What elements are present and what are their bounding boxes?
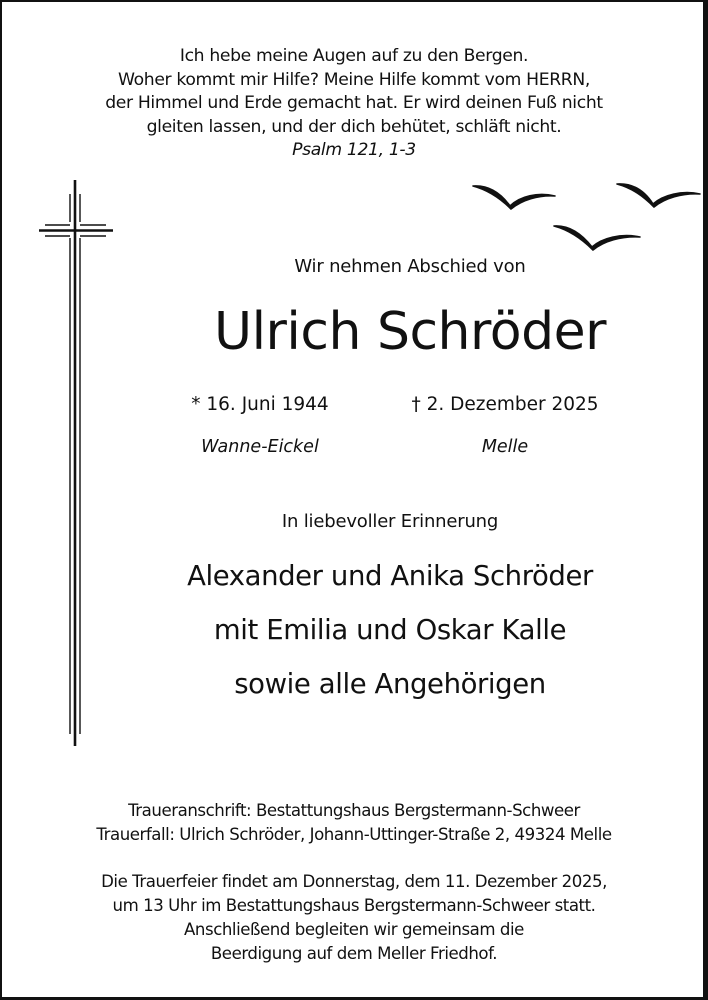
bird-1-icon [473,186,555,209]
farewell-intro: Wir nehmen Abschied von [294,256,526,277]
birds-icon [473,184,700,250]
psalm-line: Ich hebe meine Augen auf zu den Bergen. [179,46,529,66]
psalm-reference: Psalm 121, 1-3 [292,140,416,160]
birth-place: Wanne-Eickel [201,437,319,457]
death-date: † 2. Dezember 2025 [411,394,599,415]
death-place: Melle [481,437,529,457]
bereavement-address: Trauerfall: Ulrich Schröder, Johann-Uttinger-Straße 2, 49324 Melle [96,825,612,844]
mourner-line: mit Emilia und Oskar Kalle [213,614,567,646]
service-line: um 13 Uhr im Bestattungshaus Bergstermann-Schweer statt. [112,896,596,915]
psalm-line: der Himmel und Erde gemacht hat. Er wird deinen Fuß nicht [105,93,603,113]
mourner-line: Alexander und Anika Schröder [187,560,593,592]
mourning-address: Traueranschrift: Bestattungshaus Bergstermann-Schweer [128,801,580,820]
cross-icon [39,180,113,746]
bird-2-icon [617,184,700,207]
psalm-line: Woher kommt mir Hilfe? Meine Hilfe kommt vom HERRN, [117,69,591,90]
service-line: Anschließend begleiten wir gemeinsam die [184,920,524,939]
birth-date: * 16. Juni 1944 [191,394,329,415]
psalm-quote [0,45,708,163]
psalm-line: gleiten lassen, und der dich behütet, schläft nicht. [146,116,562,137]
service-details [0,870,708,966]
bird-3-icon [554,226,640,250]
service-line: Die Trauerfeier findet am Donnerstag, dem 11. Dezember 2025, [101,872,607,891]
remembrance-label: In liebevoller Erinnerung [281,511,499,532]
service-line: Beerdigung auf dem Meller Friedhof. [210,944,498,963]
deceased-name: Ulrich Schröder [214,302,606,362]
mourner-line: sowie alle Angehörigen [234,668,546,700]
